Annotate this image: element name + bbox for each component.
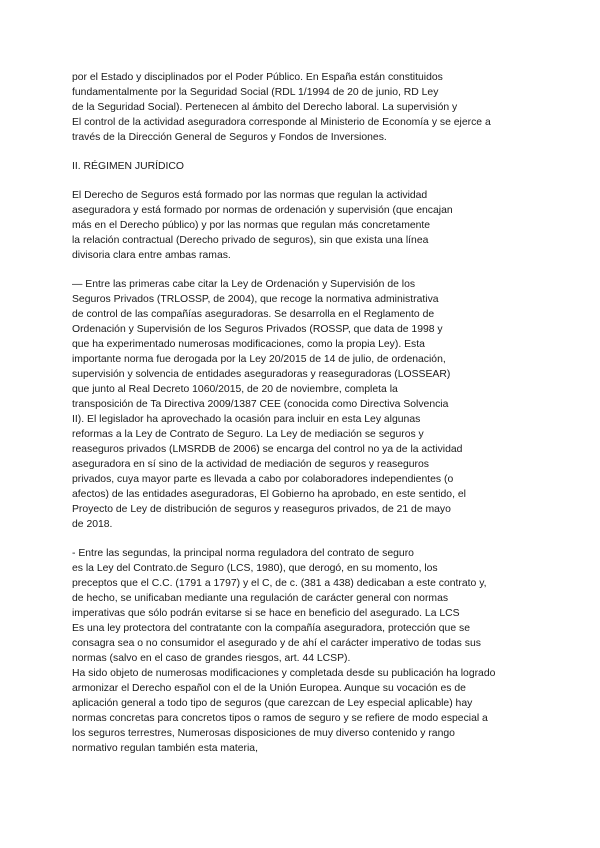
text-line: consagra sea o no consumidor el asegurado y de ahí el carácter imperativo de todas sus — [72, 638, 481, 649]
text-line: Es una ley protectora del contratante con la compañía aseguradora, protección que se — [72, 623, 470, 634]
text-line: privados, cuya mayor parte es llevada a cabo por colaboradores independientes (o — [72, 474, 454, 485]
text-line: es la Ley del Contrato.de Seguro (LCS, 1980), que derogó, en su momento, los — [72, 563, 438, 574]
text-line: aseguradora y está formado por normas de ordenación y supervisión (que encajan — [72, 205, 453, 216]
text-line: transposición de Ta Directiva 2009/1387 CEE (conocida como Directiva Solvencia — [72, 399, 449, 410]
text-line: normas (salvo en el caso de grandes riesgos, art. 44 LCSP). — [72, 653, 351, 664]
text-line: importante norma fue derogada por la Ley 20/2015 de 14 de julio, de ordenación, — [72, 354, 446, 365]
text-line: de hecho, se unificaban mediante una regulación de carácter general con normas — [72, 593, 449, 604]
text-line: aseguradora en sí sino de la actividad de mediación de seguros y reaseguros — [72, 459, 429, 470]
text-line: normas concretas para concretos tipos o ramos de seguro y se refiere de modo especial a — [72, 713, 488, 724]
section-heading: II. RÉGIMEN JURÍDICO — [72, 161, 184, 172]
text-line: que junto al Real Decreto 1060/2015, de 20 de noviembre, completa la — [72, 384, 398, 395]
text-line: armonizar el Derecho español con el de la Unión Europea. Aunque su vocación es de — [72, 683, 466, 694]
text-line: El control de la actividad aseguradora corresponde al Ministerio de Economía y se ejerce a — [72, 117, 491, 128]
text-line: aplicación general a todo tipo de seguros (que carezcan de Ley especial aplicable) hay — [72, 698, 473, 709]
text-line: reaseguros privados (LMSRDB de 2006) se encarga del control no ya de la actividad — [72, 444, 463, 455]
text-line: Ordenación y Supervisión de los Seguros Privados (ROSSP, que data de 1998 y — [72, 324, 443, 335]
text-line: través de la Dirección General de Seguros y Fondos de Inversiones. — [72, 132, 387, 143]
text-line: los seguros terrestres, Numerosas disposiciones de muy diverso contenido y rango — [72, 728, 455, 739]
text-line: de 2018. — [72, 519, 113, 530]
text-line: imperativas que sólo podrán evitarse si se hace en beneficio del asegurado. La LCS — [72, 608, 460, 619]
text-line: por el Estado y disciplinados por el Poder Público. En España están constituidos — [72, 72, 443, 83]
text-line: de la Seguridad Social). Pertenecen al ámbito del Derecho laboral. La supervisión y — [72, 102, 458, 113]
text-line: divisoria clara entre ambas ramas. — [72, 250, 231, 261]
text-line: Seguros Privados (TRLOSSP, de 2004), que recoge la normativa administrativa — [72, 294, 439, 305]
text-line: que ha experimentado numerosas modificaciones, como la propia Ley). Esta — [72, 339, 425, 350]
text-line: la relación contractual (Derecho privado de seguros), sin que exista una línea — [72, 235, 429, 246]
text-line: II). El legislador ha aprovechado la ocasión para incluir en esta Ley algunas — [72, 414, 421, 425]
text-line: más en el Derecho público) y por las normas que regulan más concretamente — [72, 220, 431, 231]
text-line: fundamentalmente por la Seguridad Social (RDL 1/1994 de 20 de junio, RD Ley — [72, 87, 439, 98]
text-line: normativo regulan también esta materia, — [72, 743, 258, 754]
text-line: preceptos que el C.C. (1791 a 1797) y el C, de c. (381 a 438) dedicaban a este contrato y, — [72, 578, 487, 589]
text-line: Ha sido objeto de numerosas modificaciones y completada desde su publicación ha logrado — [72, 668, 496, 679]
text-line: supervisión y solvencia de entidades aseguradoras y reaseguradoras (LOSSEAR) — [72, 369, 451, 380]
text-line: - Entre las segundas, la principal norma reguladora del contrato de seguro — [72, 548, 414, 559]
text-line: El Derecho de Seguros está formado por las normas que regulan la actividad — [72, 190, 428, 201]
text-line: de control de las compañías aseguradoras. Se desarrolla en el Reglamento de — [72, 309, 435, 320]
text-line: Proyecto de Ley de distribución de seguros y reaseguros privados, de 21 de mayo — [72, 504, 451, 515]
text-line: — Entre las primeras cabe citar la Ley de Ordenación y Supervisión de los — [72, 279, 416, 290]
text-line: reformas a la Ley de Contrato de Seguro. La Ley de mediación se seguros y — [72, 429, 424, 440]
text-line: afectos) de las entidades aseguradoras, El Gobierno ha aprobado, en este sentido, el — [72, 489, 466, 500]
